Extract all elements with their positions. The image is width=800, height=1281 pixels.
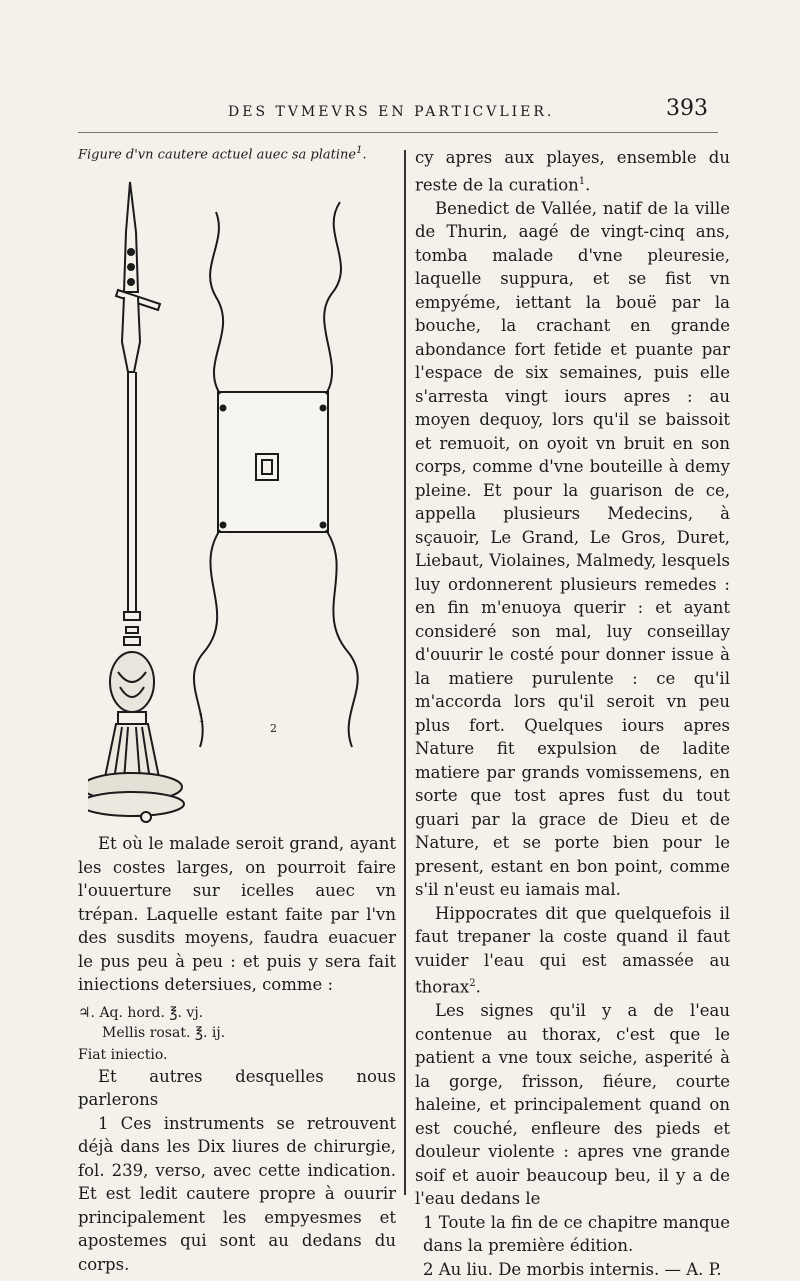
right-paragraph-0-note: 1 bbox=[579, 176, 585, 187]
footnote-right-1: 1 Toute la fin de ce chapitre manque dans la première édition. bbox=[415, 1211, 730, 1258]
page-number: 393 bbox=[666, 96, 708, 121]
right-paragraph-1: Benedict de Vallée, natif de la ville de Thurin, aagé de vingt-cinq ans, tomba malade d'vne pleuresie, laquelle suppura, et se fist vn empyéme, iettant la bouë par la bouche, la crachant en grande abondance fort fetide et puante par l'espace de six semaines, puis elle s'arresta vingt iours apres : au moyen dequoy, lors qu'il se baissoit et remuoit, on oyoit vn bruit en son corps, comme d'vne bouteille à demy pleine. Et pour la guarison de ce, appella plusieurs Medecins, à sçauoir, Le Grand, Le Gros, Duret, Liebaut, Violaines, Malmedy, lesquels luy ordonnerent plusieurs remedes : en fin m'enuoya querir : et ayant consideré son mal, luy conseillay d'ouurir le costé pour donner issue à la matiere purulente : ce qu'il m'accorda lors qu'il seroit vn peu plus fort. Quelques iours apres Nature fit expulsion de ladite matiere par grands vomissemens, en sorte que tost apres fust du tout guari par la grace de Dieu et de Nature, et se porte bien pour le present, estant en bon point, comme s'il n'eust eu iamais mal. bbox=[415, 197, 730, 902]
running-title: DES TVMEVRS EN PARTICVLIER. bbox=[228, 104, 554, 120]
header-rule bbox=[78, 132, 718, 133]
figure-caption-text: Figure d'vn cautere actuel auec sa platine bbox=[78, 147, 356, 162]
left-paragraph-1: Et où le malade seroit grand, ayant les costes larges, on pourroit faire l'ouuerture sur icelles auec vn trépan. Laquelle estant faite par l'vn des susdits moyens, faudra euacuer le pus peu à peu : et puis y sera fait iniections detersiues, comme : bbox=[78, 832, 396, 997]
recipe-line-2: Mellis rosat. ℥. ij. bbox=[78, 1023, 396, 1043]
cautery-illustration bbox=[88, 172, 408, 832]
figure-caption-note: 1 bbox=[356, 145, 362, 156]
right-paragraph-0: cy apres aux playes, ensemble du reste de la curation$^1$. bbox=[415, 146, 730, 197]
page-header bbox=[70, 100, 720, 130]
right-column bbox=[415, 146, 730, 1281]
right-paragraph-3: Les signes qu'il y a de l'eau contenue au thorax, c'est que le patient a vne toux seiche, asperité à la gorge, frisson, fiéure, courte haleine, et principalement quand on est couché, enfleure des pieds et douleur violente : apres vne grande soif et auoir beaucoup beu, il y a de l'eau dedans le bbox=[415, 999, 730, 1211]
figure-label-b: 2 bbox=[270, 722, 277, 735]
figure-caption: Figure d'vn cautere actuel auec sa platine$^1$. bbox=[78, 145, 388, 162]
footnote-right-2: 2 Au liu. De morbis internis. — A. P. bbox=[415, 1258, 730, 1281]
right-paragraph-0-text: cy apres aux playes, ensemble du reste de la curation bbox=[415, 148, 730, 194]
cautery-tip bbox=[124, 182, 138, 292]
recipe bbox=[78, 1003, 396, 1043]
recipe-fiat: Fiat iniectio. bbox=[78, 1047, 396, 1063]
right-paragraph-2: Hippocrates dit que quelquefois il faut trepaner la coste quand il faut vuider l'eau qui est amassée au thorax$^2$. bbox=[415, 902, 730, 1000]
footnote-left-1: 1 Ces instruments se retrouvent déjà dans les Dix liures de chirurgie, fol. 239, verso, avec cette indication. Et est ledit cautere propre à ouurir principalement les empyesmes et apostemes qui sont au dedans du corps. bbox=[78, 1112, 396, 1277]
left-column bbox=[78, 832, 396, 1276]
right-paragraph-2-text: Hippocrates dit que quelquefois il faut trepaner la coste quand il faut vuider l'eau qui est amassée au thorax bbox=[415, 904, 730, 997]
figure-label-a: 1 bbox=[198, 712, 205, 725]
right-paragraph-2-note: 2 bbox=[469, 978, 475, 989]
left-paragraph-2: Et autres desquelles nous parlerons bbox=[78, 1065, 396, 1112]
recipe-line-1: ♃. Aq. hord. ℥. vj. bbox=[78, 1003, 396, 1023]
